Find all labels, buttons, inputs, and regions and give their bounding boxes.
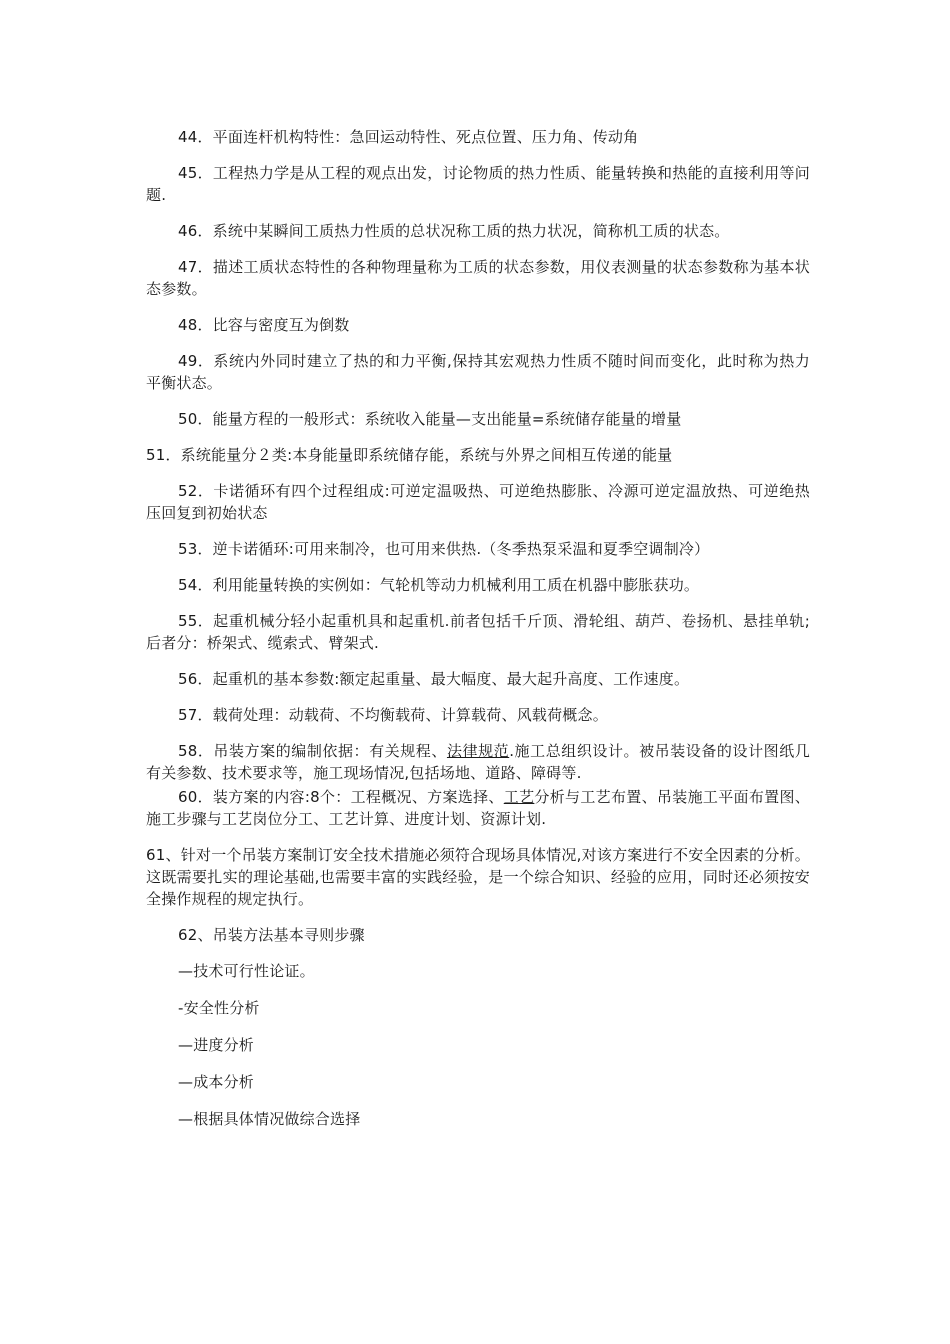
paragraph-60-start: 60．装方案的内容:8个：工程概况、方案选择、 — [178, 788, 504, 806]
paragraph-54: 54．利用能量转换的实例如：气轮机等动力机械利用工质在机器中膨胀获功。 — [178, 576, 700, 594]
paragraph-46: 46．系统中某瞬间工质热力性质的总状况称工质的热力状况，简称机工质的状态。 — [178, 222, 730, 240]
paragraph-62: 62、吊装方法基本寻则步骤 — [178, 926, 365, 944]
paragraph-58 — [146, 740, 810, 784]
paragraph-58-end: .施工总组织设计。被吊装设备的设计图纸几有关参数、技术要求等，施工现场情况,包括场地、道路、障碍等. — [146, 742, 810, 782]
paragraph-50: 50．能量方程的一般形式：系统收入能量—支出能量=系统储存能量的增量 — [178, 410, 682, 428]
step-item: —技术可行性论证。 — [178, 962, 315, 980]
paragraph-44: 44．平面连杆机构特性：急回运动特性、死点位置、压力角、传动角 — [178, 128, 639, 146]
paragraph-55: 55．起重机械分轻小起重机具和起重机.前者包括千斤顶、滑轮组、葫芦、卷扬机、悬挂单轨;后者分：桥架式、缆索式、臂架式. — [146, 612, 810, 652]
link-process[interactable]: 工艺 — [503, 788, 535, 806]
paragraph-58-start: 58．吊装方案的编制依据：有关规程、 — [178, 742, 447, 760]
paragraph-47: 47．描述工质状态特性的各种物理量称为工质的状态参数，用仪表测量的状态参数称为基本状态参数。 — [146, 258, 810, 298]
step-item: —根据具体情况做综合选择 — [178, 1110, 361, 1128]
document-body — [146, 126, 810, 1145]
paragraph-60-end: 分析与工艺布置、吊装施工平面布置图、施工步骤与工艺岗位分工、工艺计算、进度计划、资源计划. — [146, 788, 810, 828]
paragraph-60 — [146, 786, 810, 830]
paragraph-57: 57．载荷处理：动载荷、不均衡载荷、计算载荷、风载荷概念。 — [178, 706, 608, 724]
paragraph-48: 48．比容与密度互为倒数 — [178, 316, 350, 334]
step-item: —进度分析 — [178, 1036, 255, 1054]
paragraph-45: 45．工程热力学是从工程的观点出发，讨论物质的热力性质、能量转换和热能的直接利用等问题. — [146, 164, 810, 204]
paragraph-56: 56．起重机的基本参数:额定起重量、最大幅度、最大起升高度、工作速度。 — [178, 670, 690, 688]
paragraph-52: 52．卡诺循环有四个过程组成:可逆定温吸热、可逆绝热膨胀、冷源可逆定温放热、可逆绝热压回复到初始状态 — [146, 482, 810, 522]
link-legal-norms[interactable]: 法律规范 — [446, 742, 510, 760]
paragraph-51: 51．系统能量分２类:本身能量即系统储存能，系统与外界之间相互传递的能量 — [146, 446, 673, 464]
paragraph-61: 61、针对一个吊装方案制订安全技术措施必须符合现场具体情况,对该方案进行不安全因素的分析。这既需要扎实的理论基础,也需要丰富的实践经验，是一个综合知识、经验的应用，同时还必须按安全操作规程的规定执行。 — [146, 846, 810, 908]
paragraph-49: 49．系统内外同时建立了热的和力平衡,保持其宏观热力性质不随时间而变化，此时称为热力平衡状态。 — [146, 352, 810, 392]
step-item: —成本分析 — [178, 1073, 255, 1091]
paragraph-53: 53．逆卡诺循环:可用来制冷，也可用来供热.（冬季热泵采温和夏季空调制冷） — [178, 540, 710, 558]
step-item: -安全性分析 — [178, 999, 260, 1017]
